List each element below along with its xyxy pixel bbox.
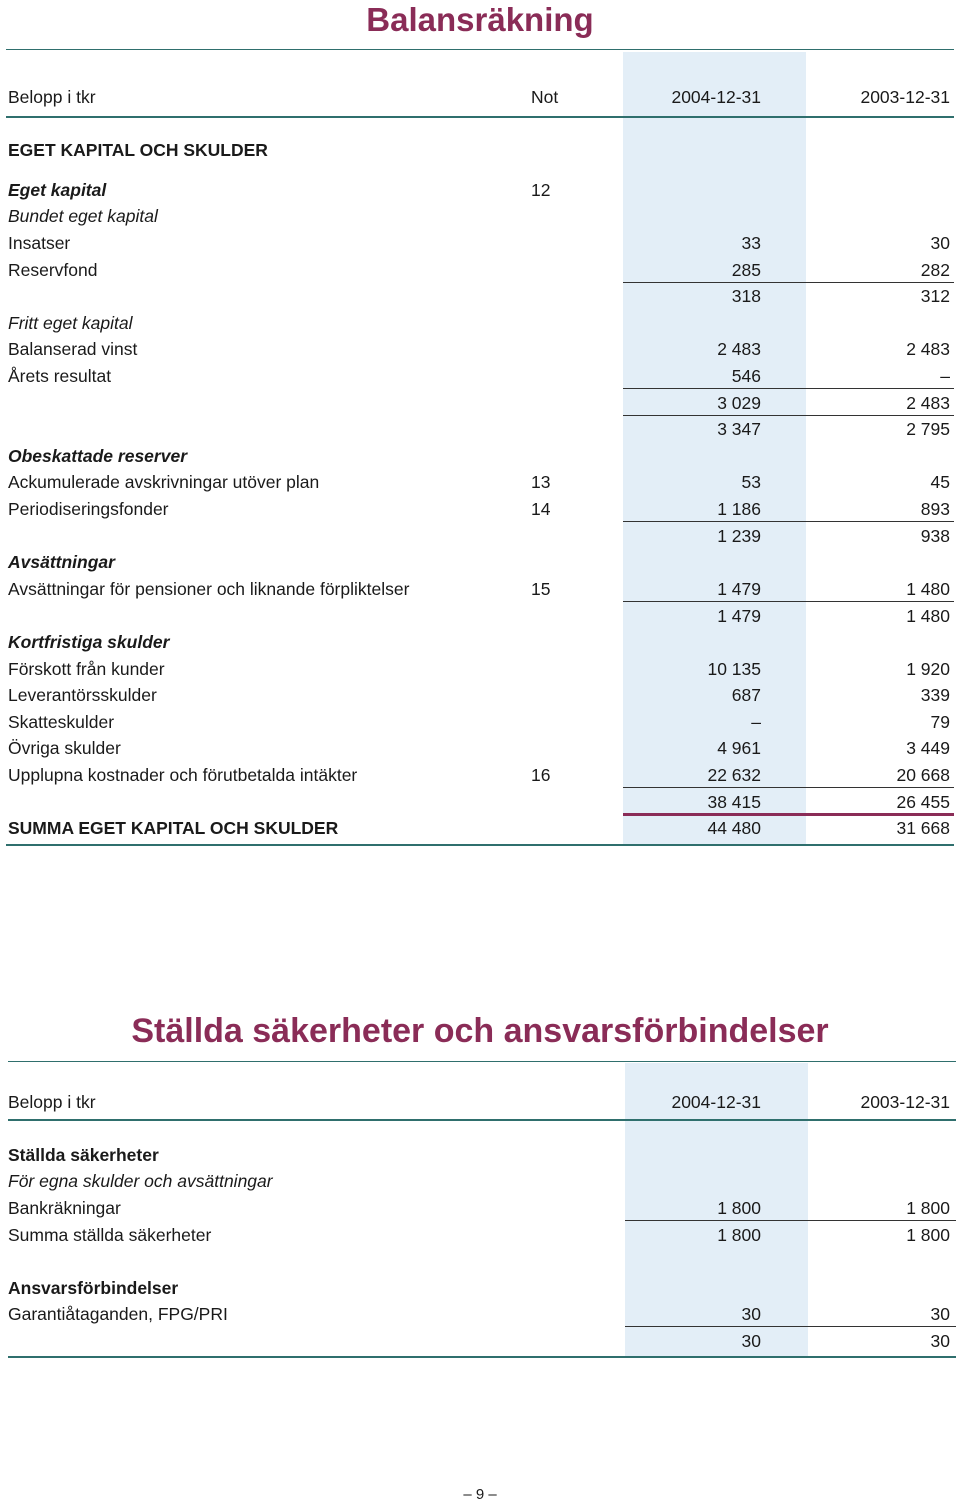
- pledged-title: Ställda säkerheter och ansvarsförbindelser: [131, 1012, 829, 1050]
- row-label: SUMMA EGET KAPITAL OCH SKULDER: [8, 818, 339, 838]
- subtotal-rule: [625, 1326, 956, 1327]
- table-row: [0, 336, 960, 362]
- table-row: [0, 1301, 960, 1327]
- row-value-1: 3 347: [717, 419, 761, 439]
- row-label: Insatser: [8, 233, 71, 253]
- row-label: Kortfristiga skulder: [8, 632, 170, 652]
- table-row: [0, 682, 960, 708]
- row-value-2: 30: [930, 1304, 950, 1324]
- title-rule: [6, 49, 954, 50]
- row-value-2: 893: [920, 499, 950, 519]
- row-value-1: 4 961: [717, 738, 761, 758]
- row-label: För egna skulder och avsättningar: [8, 1171, 273, 1191]
- row-value-2: 1 480: [906, 606, 950, 626]
- row-value-2: 282: [920, 260, 950, 280]
- title-rule-2: [8, 1061, 956, 1062]
- row-value-1: 30: [741, 1331, 761, 1351]
- header-label: Belopp i tkr: [8, 87, 96, 107]
- header-rule-2: [8, 1119, 956, 1121]
- row-value-1: –: [751, 712, 761, 732]
- bottom-rule-2: [8, 1356, 956, 1358]
- subtotal-rule: [623, 787, 954, 788]
- row-label: Leverantörsskulder: [8, 685, 157, 705]
- row-value-1: 1 479: [717, 579, 761, 599]
- table-row: [0, 310, 960, 336]
- header-year-2: 2003-12-31: [860, 87, 950, 107]
- table-row: [0, 390, 960, 416]
- row-label: Avsättningar: [8, 552, 115, 572]
- balance-header-row: [0, 84, 960, 110]
- row-value-2: 1 800: [906, 1225, 950, 1245]
- table-row: [0, 1195, 960, 1221]
- subtotal-rule: [623, 388, 954, 389]
- table-row: [0, 257, 960, 283]
- table-row: [0, 1275, 960, 1301]
- row-value-1: 53: [741, 472, 761, 492]
- header-note: Not: [531, 87, 559, 107]
- row-value-1: 3 029: [717, 393, 761, 413]
- total-row: [0, 815, 960, 841]
- table-row: [0, 709, 960, 735]
- row-value-2: 20 668: [896, 765, 950, 785]
- row-note: 12: [531, 180, 551, 200]
- table-row: [0, 603, 960, 629]
- header-year-2: 2003-12-31: [860, 1092, 950, 1112]
- row-label: Skatteskulder: [8, 712, 115, 732]
- header-year-1: 2004-12-31: [671, 1092, 761, 1112]
- row-value-2: 30: [930, 233, 950, 253]
- total-bottom-rule: [6, 844, 954, 846]
- row-value-1: 1 800: [717, 1225, 761, 1245]
- table-row: [0, 283, 960, 309]
- row-label: Övriga skulder: [8, 738, 121, 758]
- table-row: [0, 1142, 960, 1168]
- table-row: [0, 203, 960, 229]
- row-note: 14: [531, 499, 551, 519]
- header-label: Belopp i tkr: [8, 1092, 96, 1112]
- row-value-1: 44 480: [707, 818, 761, 838]
- table-row: [0, 656, 960, 682]
- row-label: Årets resultat: [8, 366, 112, 386]
- table-row: [0, 416, 960, 442]
- table-row: [0, 549, 960, 575]
- row-value-2: 2 483: [906, 339, 950, 359]
- table-row: [0, 496, 960, 522]
- row-value-1: 2 483: [717, 339, 761, 359]
- table-row: [0, 1168, 960, 1194]
- row-label: Avsättningar för pensioner och liknande förpliktelser: [8, 579, 410, 599]
- row-value-1: 38 415: [707, 792, 761, 812]
- table-row: [0, 735, 960, 761]
- table-row: [0, 443, 960, 469]
- table-row: [0, 363, 960, 389]
- row-label: Bundet eget kapital: [8, 206, 158, 226]
- table-row: [0, 230, 960, 256]
- header-year-1: 2004-12-31: [671, 87, 761, 107]
- row-label: Ackumulerade avskrivningar utöver plan: [8, 472, 320, 492]
- table-row: [0, 762, 960, 788]
- table-row: [0, 629, 960, 655]
- row-value-2: 1 480: [906, 579, 950, 599]
- row-value-2: 26 455: [896, 792, 950, 812]
- row-value-1: 318: [731, 286, 761, 306]
- row-value-1: 546: [731, 366, 761, 386]
- row-value-2: 938: [920, 526, 950, 546]
- row-value-1: 22 632: [707, 765, 761, 785]
- subtotal-rule: [623, 601, 954, 602]
- row-label: Reservfond: [8, 260, 98, 280]
- row-label: Obeskattade reserver: [8, 446, 187, 466]
- row-label: Fritt eget kapital: [8, 313, 133, 333]
- table-row: [0, 137, 960, 163]
- row-note: 16: [531, 765, 551, 785]
- row-value-2: 2 483: [906, 393, 950, 413]
- row-value-2: 31 668: [896, 818, 950, 838]
- header-rule: [6, 116, 954, 118]
- row-value-1: 1 239: [717, 526, 761, 546]
- row-value-1: 33: [741, 233, 761, 253]
- subtotal-rule: [623, 521, 954, 522]
- table-row: [0, 576, 960, 602]
- row-value-1: 285: [731, 260, 761, 280]
- row-value-2: 1 920: [906, 659, 950, 679]
- balance-title: Balansräkning: [366, 1, 594, 38]
- row-value-1: 10 135: [707, 659, 761, 679]
- table-row: [0, 1328, 960, 1354]
- table-row: [0, 1222, 960, 1248]
- row-value-2: 1 800: [906, 1198, 950, 1218]
- row-value-2: 79: [930, 712, 950, 732]
- row-value-2: –: [940, 366, 950, 386]
- row-value-2: 30: [930, 1331, 950, 1351]
- row-label: Eget kapital: [8, 180, 107, 200]
- row-value-2: 3 449: [906, 738, 950, 758]
- subtotal-rule: [625, 1220, 956, 1221]
- row-value-1: 1 186: [717, 499, 761, 519]
- row-value-2: 312: [920, 286, 950, 306]
- table-row: [0, 523, 960, 549]
- row-label: Garantiåtaganden, FPG/PRI: [8, 1304, 228, 1324]
- row-label: Balanserad vinst: [8, 339, 138, 359]
- row-label: Periodiseringsfonder: [8, 499, 169, 519]
- row-label: Bankräkningar: [8, 1198, 121, 1218]
- row-note: 13: [531, 472, 551, 492]
- row-label: Summa ställda säkerheter: [8, 1225, 212, 1245]
- table-row: [0, 177, 960, 203]
- row-value-2: 45: [930, 472, 950, 492]
- pledged-header-row: [0, 1089, 960, 1115]
- table-row: [0, 789, 960, 815]
- page-number: – 9 –: [463, 1486, 497, 1503]
- row-value-1: 30: [741, 1304, 761, 1324]
- row-value-2: 2 795: [906, 419, 950, 439]
- row-value-1: 687: [731, 685, 761, 705]
- row-value-1: 1 800: [717, 1198, 761, 1218]
- row-value-1: 1 479: [717, 606, 761, 626]
- table-row: [0, 469, 960, 495]
- row-label: EGET KAPITAL OCH SKULDER: [8, 140, 268, 160]
- row-label: Ställda säkerheter: [8, 1145, 159, 1165]
- row-label: Ansvarsförbindelser: [8, 1278, 179, 1298]
- row-label: Förskott från kunder: [8, 659, 165, 679]
- row-note: 15: [531, 579, 551, 599]
- row-value-2: 339: [920, 685, 950, 705]
- row-label: Upplupna kostnader och förutbetalda intäkter: [8, 765, 358, 785]
